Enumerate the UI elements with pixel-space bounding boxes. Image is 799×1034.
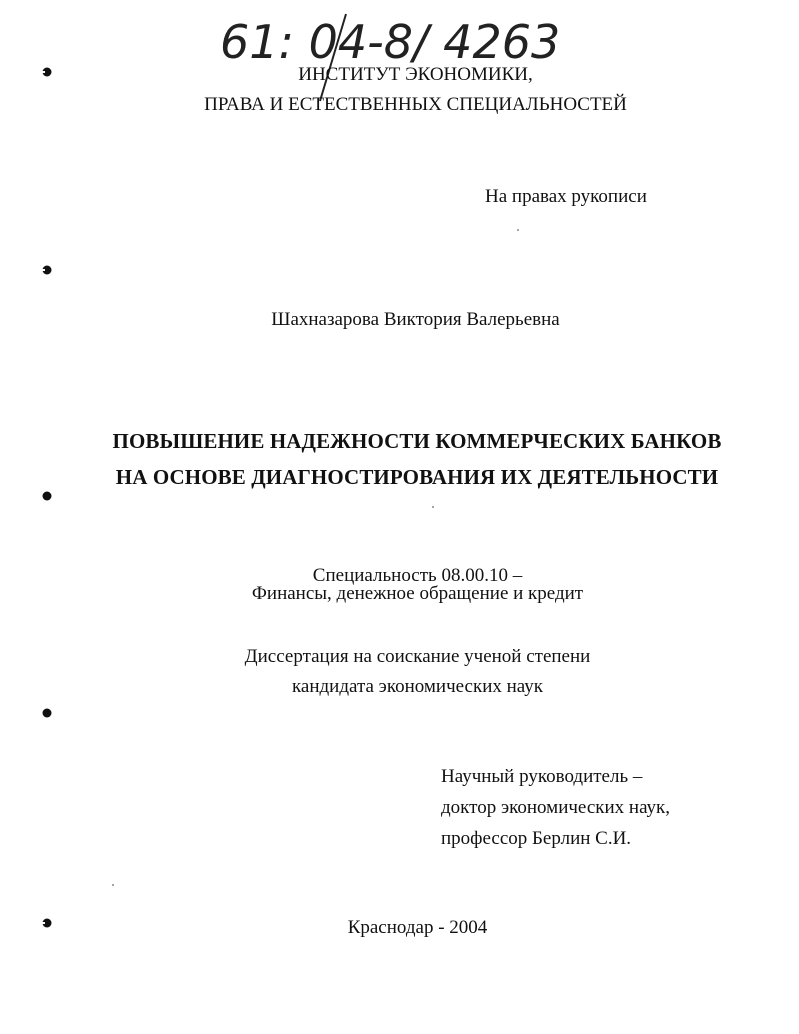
institute-line-2: ПРАВА И ЕСТЕСТВЕННЫХ СПЕЦИАЛЬНОСТЕЙ (204, 94, 627, 115)
binding-hole-mark (42, 488, 52, 498)
scan-speck (432, 506, 434, 508)
supervisor-line-3: профессор Берлин С.И. (441, 828, 632, 849)
scan-speck (517, 229, 519, 231)
manuscript-note: На правах рукописи (485, 186, 647, 207)
degree-line-2: кандидата экономических наук (291, 676, 544, 697)
institute-line-1: ИНСТИТУТ ЭКОНОМИКИ, (298, 64, 533, 85)
author-name: Шахназарова Виктория Валерьевна (271, 309, 560, 330)
dissertation-title-line-1: ПОВЫШЕНИЕ НАДЕЖНОСТИ КОММЕРЧЕСКИХ БАНКОВ (112, 429, 722, 453)
specialty-line-1: Специальность 08.00.10 – (312, 565, 523, 586)
supervisor-line-1: Научный руководитель – (441, 766, 643, 787)
dissertation-title-line-2: НА ОСНОВЕ ДИАГНОСТИРОВАНИЯ ИХ ДЕЯТЕЛЬНОСТИ (115, 465, 719, 489)
binding-hole-mark (42, 705, 52, 715)
scan-speck (112, 884, 114, 886)
binding-hole-mark (42, 915, 52, 925)
supervisor-line-2: доктор экономических наук, (441, 797, 671, 818)
degree-line-1: Диссертация на соискание ученой степени (244, 646, 591, 667)
binding-hole-mark (42, 262, 52, 272)
specialty-line-2: Финансы, денежное обращение и кредит (251, 583, 584, 604)
binding-hole-mark (42, 64, 52, 74)
archive-mark-text: 61: 04-8/ 4263 (220, 15, 561, 69)
place-year: Краснодар - 2004 (347, 917, 488, 938)
